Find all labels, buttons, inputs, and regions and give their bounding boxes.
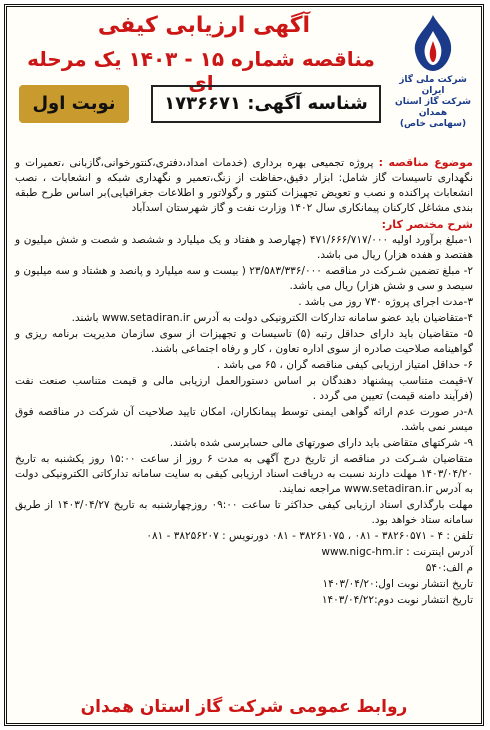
- summary-heading: شرح مختصر کار:: [381, 218, 473, 231]
- publish-date-first: تاریخ انتشار نوبت اول:۱۴۰۳/۰۴/۲۰: [322, 578, 473, 590]
- advertisement-frame: [4, 4, 484, 726]
- item-7: ۷-قیمت متناسب پیشنهاد دهندگان بر اساس دستورالعمل ارزیابی مالی و قیمت متناسب صنعت نفت (فرآیند دامنه قیمت) تعیین می گردد .: [15, 375, 473, 402]
- item-6: ۶- حداقل امتیاز ارزیابی کیفی مناقصه گران ، ۶۵ می باشد .: [216, 359, 473, 371]
- subject-text: پروژه تجمیعی بهره برداری (خدمات امداد،دفتری،کنتورخوانی،گازبانی ،تعمیرات و نگهداری تاسیسات گاز شامل: ابزار دقیق،حفاظت از زنگ،تعمیر و نگهداری شبکه و انشعابات ، نصب انشعابات پراکنده و نصب و تعویض تجهیزات کنتور و رگولاتور و اطلاعات جغرافیایی)بر اساس طرح طبقه بندی مشاغل کارکنان پیمانکاری سال ۱۴۰۲ وزارت نفت و گاز شهرستان اسدآباد: [15, 157, 473, 214]
- website-line: آدرس اینترنت : www.nigc-hm.ir: [321, 546, 473, 558]
- item-8: ۸-در صورت عدم ارائه گواهی ایمنی توسط پیمانکاران، امکان تایید صلاحیت آن شرکت در مناقصه فوق میسر نمی باشد.: [15, 406, 473, 433]
- document-download-paragraph: متقاضیان شـرکت در مناقصه از تاریخ درج آگهی به مدت ۶ روز از ساعت ۱۵:۰۰ روز یکشنبه به تاریخ ۱۴۰۳/۰۴/۲۰ مهلت دارند نسبت به دریافت اسناد ارزیابی کیفی به سایت سامانه تدارکاتی الکترونیکی دولت به آدرس www.setadiran.ir مراجعه نمایند.: [15, 453, 474, 495]
- item-1: ۱-مبلغ برآورد اولیه ۴۷۱/۶۶۶/۷۱۷/۰۰۰ (چهارصد و هفتاد و یک میلیارد و ششصد و شصت و شش میلیون و هفتصد و هفده هزار) ریال می باشد.: [15, 234, 474, 261]
- item-3: ۳-مدت اجرای پروژه ۷۳۰ روز می باشد .: [298, 296, 473, 308]
- logo-line-1: شرکت ملی گاز ایران: [399, 75, 467, 96]
- publish-date-second: تاریخ انتشار نوبت دوم:۱۴۰۳/۰۴/۲۲: [321, 594, 473, 606]
- item-2: ۲- مبلغ تضمین شـرکت در مناقصه ۲۳/۵۸۳/۳۳۶/۰۰۰ ( بیست و سه میلیارد و پانصد و هشتاد و سه میلیون و سیصد و سی و شش هزار) ریال می باشد.: [15, 265, 473, 292]
- upload-deadline-paragraph: مهلت بارگذاری اسناد ارزیابی کیفی حداکثر تا ساعت ۰۹:۰۰ روزچهارشنبه به تاریخ ۱۴۰۳/۰۴/۲۷ از طریق سامانه ستاد خواهد بود.: [15, 499, 474, 526]
- gas-flame-logo-icon: [405, 13, 461, 75]
- round-badge: نوبت اول: [19, 85, 129, 123]
- company-logo: [393, 13, 473, 153]
- ad-body: [15, 155, 473, 683]
- header: [7, 7, 481, 152]
- logo-line-2: شرکت گاز استان همدان: [395, 97, 471, 118]
- public-relations-footer: روابط عمومی شرکت گاز استان همدان: [80, 697, 408, 717]
- subject-heading: موضوع مناقصه :: [378, 156, 473, 169]
- item-4: ۴-متقاضیان باید عضو سامانه تدارکات الکترونیکی دولت به آدرس www.setadiran.ir باشند.: [71, 312, 473, 324]
- subject-paragraph: [15, 155, 473, 216]
- tender-number: مناقصه شماره ۱۵ - ۱۴۰۳ یک مرحله ای: [27, 47, 375, 95]
- logo-line-3: (سهامی خاص): [399, 119, 467, 129]
- item-5: ۵- متقاضیان باید دارای حداقل رتبه (۵) تاسیسات و تجهیزات از سوی سازمان مدیریت برنامه ریزی و گواهینامه صلاحیت صادره از سوی اداره تعاون ، کار و رفاه اجتماعی باشند.: [15, 328, 473, 355]
- ad-id-box: شناسه آگهی: ۱۷۳۶۶۷۱: [151, 85, 381, 123]
- ad-title: آگهی ارزیابی کیفی: [97, 13, 311, 38]
- reference-number: م الف:۵۴۰: [425, 562, 473, 574]
- item-9: ۹- شرکتهای متقاضی باید دارای صورتهای مالی حسابرسی شده باشند.: [169, 437, 473, 449]
- phone-line: تلفن : ۴ - ۳۸۲۶۰۵۷۱ - ۰۸۱ ، ۳۸۲۶۱۰۷۵ - ۰۸۱ دورنویس : ۳۸۲۵۶۲۰۷ - ۰۸۱: [146, 530, 473, 542]
